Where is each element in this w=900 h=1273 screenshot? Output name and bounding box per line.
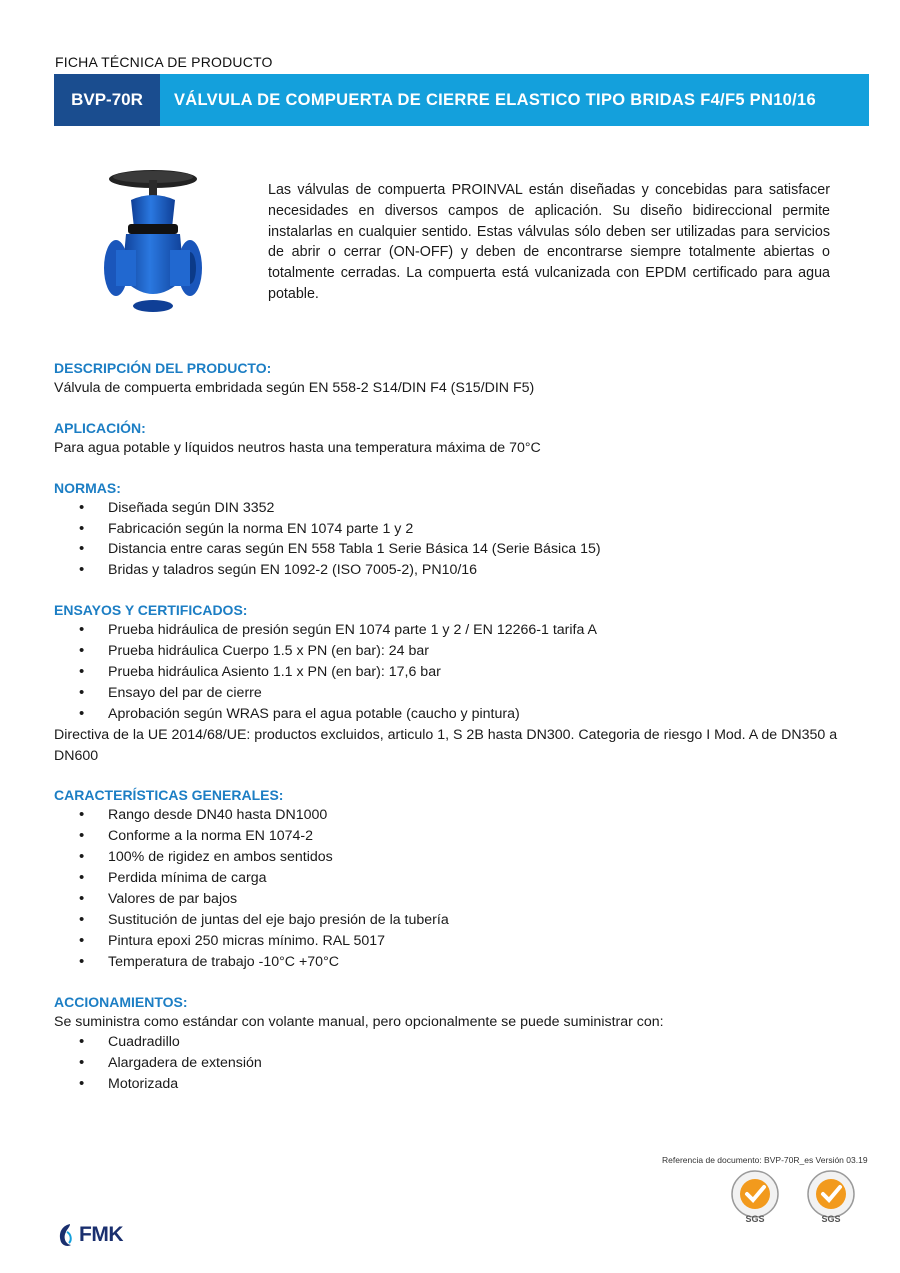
sgs-label: SGS <box>821 1214 841 1224</box>
section-heading: ACCIONAMIENTOS: <box>54 993 188 1010</box>
bullet-list <box>54 1032 844 1095</box>
intro-paragraph: Las válvulas de compuerta PROINVAL están diseñadas y concebidas para satisfacer necesidades en diversos campos de aplicación. Su diseño bidireccional permite instalarlas en cualquier sentido. Estas válvulas sólo deben ser utilizadas para servicios de abrir o cerrar (ON-OFF) y deben de encontrarse siempre totalmente abiertas o totalmente cerradas. La compuerta está vulcanizada con EPDM certificado para agua potable. <box>268 182 830 302</box>
section-normas <box>54 478 844 582</box>
section-heading: ENSAYOS Y CERTIFICADOS: <box>54 602 248 619</box>
list-item: • Diseñada según DIN 3352 <box>54 498 844 519</box>
list-item: • Pintura epoxi 250 micras mínimo. RAL 5017 <box>54 931 844 952</box>
directive-note: Directiva de la UE 2014/68/UE: productos excluidos, articulo 1, S 2B hasta DN300. Categoria de riesgo I Mod. A de DN350 a DN600 <box>54 726 838 764</box>
sgs-certification-seal <box>728 1168 782 1224</box>
product-code: BVP-70R <box>54 74 160 126</box>
section-text: Válvula de compuerta embridada según EN 558-2 S14/DIN F4 (S15/DIN F5) <box>54 380 535 396</box>
section-ensayos <box>54 600 844 766</box>
list-item: • Distancia entre caras según EN 558 Tabla 1 Serie Básica 14 (Serie Básica 15) <box>54 539 844 560</box>
title-bar <box>54 74 869 126</box>
section-accionamientos <box>54 992 844 1096</box>
list-item: • Cuadradillo <box>54 1032 844 1053</box>
sgs-certification-seal <box>804 1168 858 1224</box>
list-item: • Valores de par bajos <box>54 889 844 910</box>
list-item: • Aprobación según WRAS para el agua potable (caucho y pintura) <box>54 704 844 725</box>
sgs-label: SGS <box>745 1214 765 1224</box>
product-title: VÁLVULA DE COMPUERTA DE CIERRE ELASTICO TIPO BRIDAS F4/F5 PN10/16 <box>160 74 869 126</box>
fmk-logo-icon <box>56 1222 76 1248</box>
section-caracteristicas <box>54 785 844 972</box>
section-heading: CARACTERÍSTICAS GENERALES: <box>54 787 284 804</box>
bullet-list <box>54 805 844 972</box>
bullet-list <box>54 620 844 725</box>
list-item: • Ensayo del par de cierre <box>54 683 844 704</box>
content <box>54 358 844 1114</box>
list-item: • Fabricación según la norma EN 1074 parte 1 y 2 <box>54 519 844 540</box>
list-item: • Motorizada <box>54 1074 844 1095</box>
section-text: Se suministra como estándar con volante manual, pero opcionalmente se puede suministrar con: <box>54 1013 664 1030</box>
section-text: Para agua potable y líquidos neutros hasta una temperatura máxima de 70°C <box>54 439 541 456</box>
section-heading: APLICACIÓN: <box>54 419 146 436</box>
list-item: • Rango desde DN40 hasta DN1000 <box>54 805 844 826</box>
list-item: • Temperatura de trabajo -10°C +70°C <box>54 952 844 973</box>
list-item: • Prueba hidráulica Cuerpo 1.5 x PN (en bar): 24 bar <box>54 641 844 662</box>
document-kicker: FICHA TÉCNICA DE PRODUCTO <box>55 54 273 70</box>
document-reference: Referencia de documento: BVP-70R_es Versión 03.19 <box>662 1155 868 1165</box>
gate-valve-image <box>98 168 208 320</box>
bullet-list <box>54 498 844 582</box>
list-item: • Bridas y taladros según EN 1092-2 (ISO 7005-2), PN10/16 <box>54 560 844 581</box>
logo-text: FMK <box>79 1223 123 1246</box>
list-item: • Prueba hidráulica de presión según EN 1074 parte 1 y 2 / EN 12266-1 tarifa A <box>54 620 844 641</box>
section-descripcion <box>54 358 844 399</box>
section-heading: DESCRIPCIÓN DEL PRODUCTO: <box>54 360 272 376</box>
list-item: • 100% de rigidez en ambos sentidos <box>54 847 844 868</box>
list-item: • Sustitución de juntas del eje bajo presión de la tubería <box>54 910 844 931</box>
section-heading: NORMAS: <box>54 479 121 496</box>
list-item: • Conforme a la norma EN 1074-2 <box>54 826 844 847</box>
section-aplicacion <box>54 418 844 459</box>
list-item: • Prueba hidráulica Asiento 1.1 x PN (en bar): 17,6 bar <box>54 662 844 683</box>
list-item: • Alargadera de extensión <box>54 1053 844 1074</box>
company-logo <box>56 1222 123 1248</box>
list-item: • Perdida mínima de carga <box>54 868 844 889</box>
